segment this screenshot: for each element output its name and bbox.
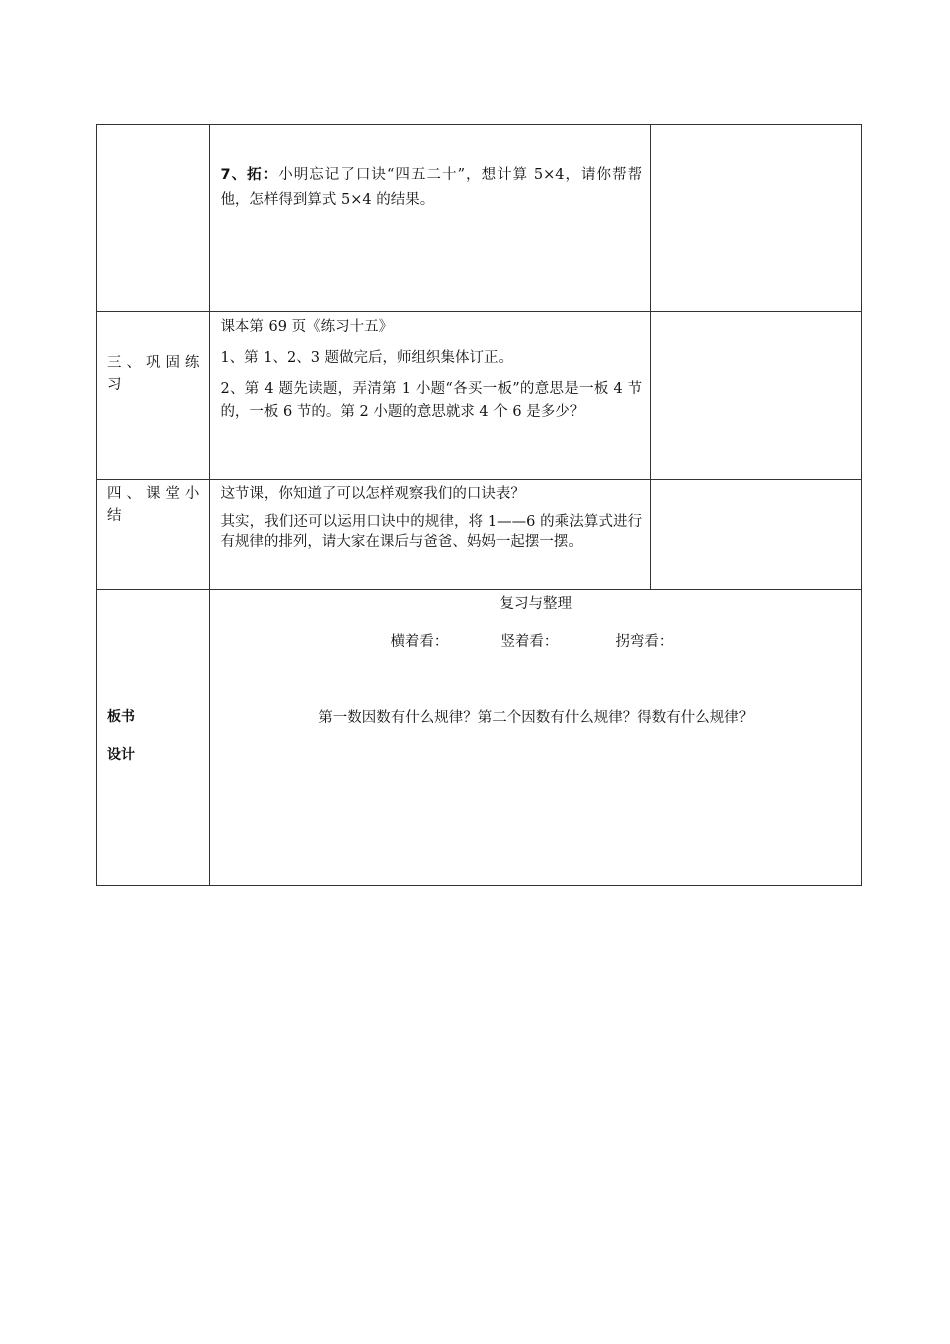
paragraph: 其实，我们还可以运用口诀中的规律，将 1——6 的乘法算式进行有规律的排列，请大家在课后与爸爸、妈妈一起摆一摆。: [220, 514, 643, 550]
paragraph: 1、第 1、2、3 题做完后，师组织集体订正。: [220, 350, 514, 366]
content-cell: [210, 480, 651, 590]
board-question: 第一数因数有什么规律？第二个因数有什么规律？得数有什么规律？: [318, 710, 754, 726]
look-horizontal: 横着看：: [390, 634, 449, 650]
content-cell: [210, 125, 651, 312]
section-label-cell: [97, 125, 210, 312]
table-row: [97, 480, 862, 590]
look-corner: 拐弯看：: [615, 634, 674, 650]
notes-cell: [651, 125, 862, 312]
table-row: [97, 312, 862, 480]
board-design-cell: [210, 590, 862, 886]
section-label: 四、课堂小 结: [107, 486, 202, 524]
table-row: [97, 590, 862, 886]
section-label-cell: [97, 480, 210, 590]
paragraph: 这节课，你知道了可以怎样观察我们的口诀表？: [220, 486, 525, 502]
section-label-cell: [97, 590, 210, 886]
notes-cell: [651, 312, 862, 480]
look-vertical: 竖着看：: [500, 634, 559, 650]
notes-cell: [651, 480, 862, 590]
exercise-heading: 7、拓：: [220, 167, 279, 183]
table-row: [97, 125, 862, 312]
paragraph: 2、第 4 题先读题，弄清第 1 小题“各买一板”的意思是一板 4 节的，一板 6 节的。第 2 小题的意思就求 4 个 6 是多少？: [220, 381, 643, 420]
lesson-plan-table: [96, 124, 862, 886]
paragraph: 课本第 69 页《练习十五》: [220, 319, 394, 335]
board-title: 复习与整理: [499, 596, 572, 612]
board-label-line1: 板书: [107, 709, 135, 725]
section-label: 三、巩固练 习: [107, 355, 202, 393]
board-label-line2: 设计: [107, 747, 135, 763]
content-cell: [210, 312, 651, 480]
exercise-text: 小明忘记了口诀“四五二十”，想计算 5×4，请你帮帮他，怎样得到算式 5×4 的结果。: [220, 167, 643, 208]
section-label-cell: [97, 312, 210, 480]
